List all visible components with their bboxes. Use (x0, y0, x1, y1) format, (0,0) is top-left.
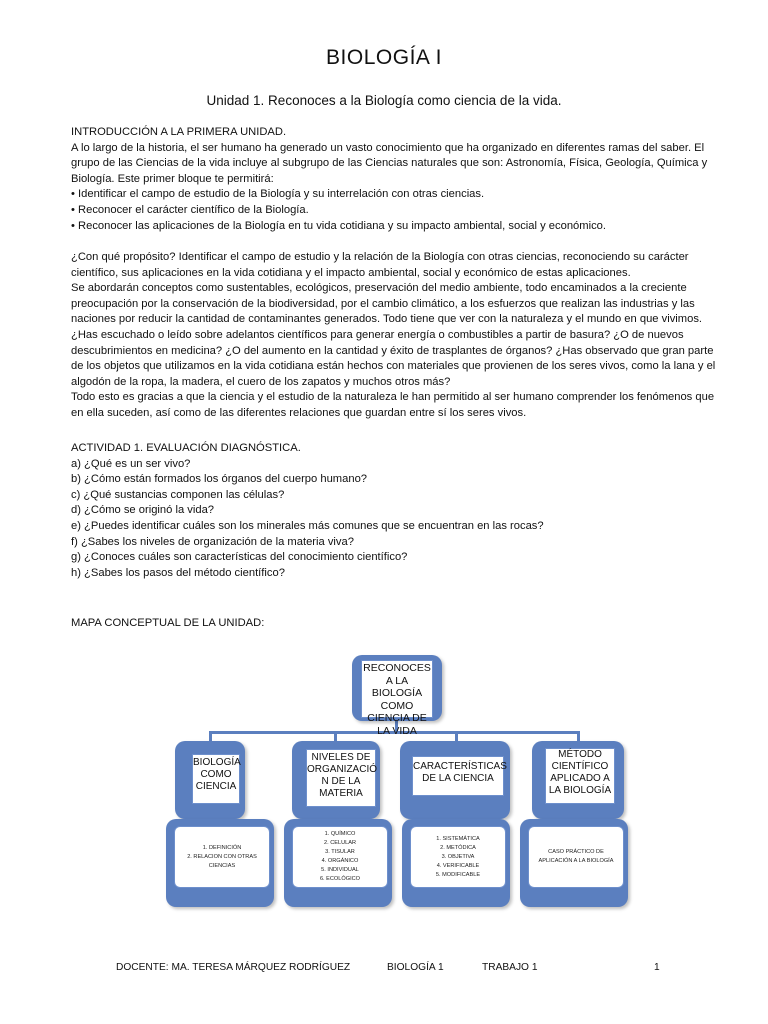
concept-map-detail-list (528, 826, 624, 888)
concept-map-detail-item: 2. CELULAR (323, 840, 356, 846)
footer-course: BIOLOGÍA 1 (387, 962, 444, 973)
concept-map-detail-item: 6. ECOLÓGICO (319, 876, 361, 882)
concept-map-detail-item: 5. INDIVIDUAL (321, 867, 359, 873)
concept-map-detail-item: 5. MODIFICABLE (435, 871, 481, 878)
intro-paragraph: A lo largo de la historia, el ser humano ha generado un vasto conocimiento que ha organizado en diferentes ramas del saber. El grupo de las Ciencias de la vida incluye al subgrupo de las Ciencias naturales que son: Astronomía, Física, Geología, Química y Biología. Este primer bloque te permitirá: (71, 141, 708, 185)
activity-question: h) ¿Sabes los pasos del método científico? (71, 566, 285, 579)
activity-question: g) ¿Conoces cuáles son características del conocimiento científico? (71, 551, 408, 564)
concept-map-branch-label: NIVELES DE ORGANIZACIÓ N DE LA MATERIA (306, 749, 376, 807)
concept-map-detail-item: 4. VERIFICABLE (436, 862, 480, 869)
page-number: 1 (654, 962, 660, 973)
concept-map-detail-list (174, 826, 270, 888)
concept-map-root-label: RECONOCES A LA BIOLOGÍA COMO CIENCIA DE LA VIDA (361, 660, 433, 718)
intro-section (71, 125, 721, 234)
concept-map-branch-label: MÉTODO CIENTÍFICO APLICADO A LA BIOLOGÍA (545, 748, 615, 804)
intro-heading: INTRODUCCIÓN A LA PRIMERA UNIDAD. (71, 126, 287, 138)
activity-question: c) ¿Qué sustancias componen las células? (71, 488, 285, 501)
purpose-section (71, 250, 721, 422)
activity-question: b) ¿Cómo están formados los órganos del cuerpo humano? (71, 473, 368, 486)
concept-map-branch-label: BIOLOGÍA COMO CIENCIA (192, 754, 240, 804)
concept-map-detail-item: 1. DEFINICIÓN (202, 844, 242, 851)
concept-map-detail-list (292, 826, 388, 888)
concept-map-detail-item: 3. TISULAR (325, 849, 355, 855)
footer-work: TRABAJO 1 (482, 962, 538, 973)
activity-question: f) ¿Sabes los niveles de organización de la materia viva? (71, 535, 354, 548)
activity-question: a) ¿Qué es un ser vivo? (71, 457, 191, 470)
concept-map-detail-item: 1. QUÍMICO (324, 831, 356, 837)
activity-question: e) ¿Puedes identificar cuáles son los minerales más comunes que se encuentran en las rocas? (71, 519, 544, 532)
intro-bullet: • Identificar el campo de estudio de la Biología y su interrelación con otras ciencias. (71, 188, 485, 201)
unit-subtitle: Unidad 1. Reconoces a la Biología como ciencia de la vida. (206, 93, 562, 108)
concept-map-detail-item: 3. OBJETIVA (441, 853, 475, 860)
purpose-paragraph: Se abordarán conceptos como sustentables, ecológicos, preservación del medio ambiente, todo encaminados a la creciente preocupación por la conservación de la biodiversidad, por el cambio climático, a los esfuerzos que realizan las industrias y las naciones por reducir la cantidad de contaminantes generados. Todo tiene que ver con la naturaleza y el mundo en que vivimos. ¿Has escuchado o leído sobre adelantos científicos para generar energía o combustibles a partir de basura? ¿O de nuevos descubrimientos en medicina? ¿O del aumento en la cantidad y éxito de trasplantes de órganos? ¿Has observado que gran parte de los objetos que utilizamos en la vida cotidiana están hechos con materiales que provienen de los seres vivos, como la lana y el algodón de la ropa, la madera, el cuero de los zapatos y muchos otros más? (71, 282, 716, 388)
purpose-paragraph: ¿Con qué propósito? Identificar el campo de estudio y la relación de la Biología con otras ciencias, reconociendo su carácter científico, sus aplicaciones en la vida cotidiana y el impacto ambiental, social y económico de estas aplicaciones. (71, 251, 689, 279)
purpose-paragraph: Todo esto es gracias a que la ciencia y el estudio de la naturaleza le han permitido al ser humano comprender los fenómenos que en ella suceden, así como de las diferentes relaciones que guardan entre sí los seres vivos. (71, 391, 715, 419)
document-title: BIOLOGÍA I (326, 46, 442, 69)
concept-map-detail-item: CASO PRÁCTICO DE APLICACIÓN A LA BIOLOGÍA (538, 849, 614, 864)
concept-map-detail-item: 4. ORGÁNICO (321, 858, 359, 864)
concept-map-heading: MAPA CONCEPTUAL DE LA UNIDAD: (71, 617, 265, 629)
concept-map-detail-item: 1. SISTEMÁTICA (436, 835, 480, 842)
activity-heading: ACTIVIDAD 1. EVALUACIÓN DIAGNÓSTICA. (71, 442, 301, 454)
footer-teacher: DOCENTE: MA. TERESA MÁRQUEZ RODRÍGUEZ (116, 962, 351, 973)
concept-map-branch-label: CARACTERÍSTICAS DE LA CIENCIA (412, 756, 504, 796)
concept-map-detail-list (410, 826, 506, 888)
intro-bullet: • Reconocer el carácter científico de la Biología. (71, 203, 309, 216)
concept-map-detail-item: 2. METÓDICA (440, 844, 476, 851)
activity-section (71, 441, 721, 581)
activity-question: d) ¿Cómo se originó la vida? (71, 504, 215, 517)
concept-map-detail-item: 2. RELACION CON OTRAS CIENCIAS (187, 853, 257, 869)
intro-bullet: • Reconocer las aplicaciones de la Biología en tu vida cotidiana y su impacto ambiental, social y económico. (71, 219, 606, 232)
